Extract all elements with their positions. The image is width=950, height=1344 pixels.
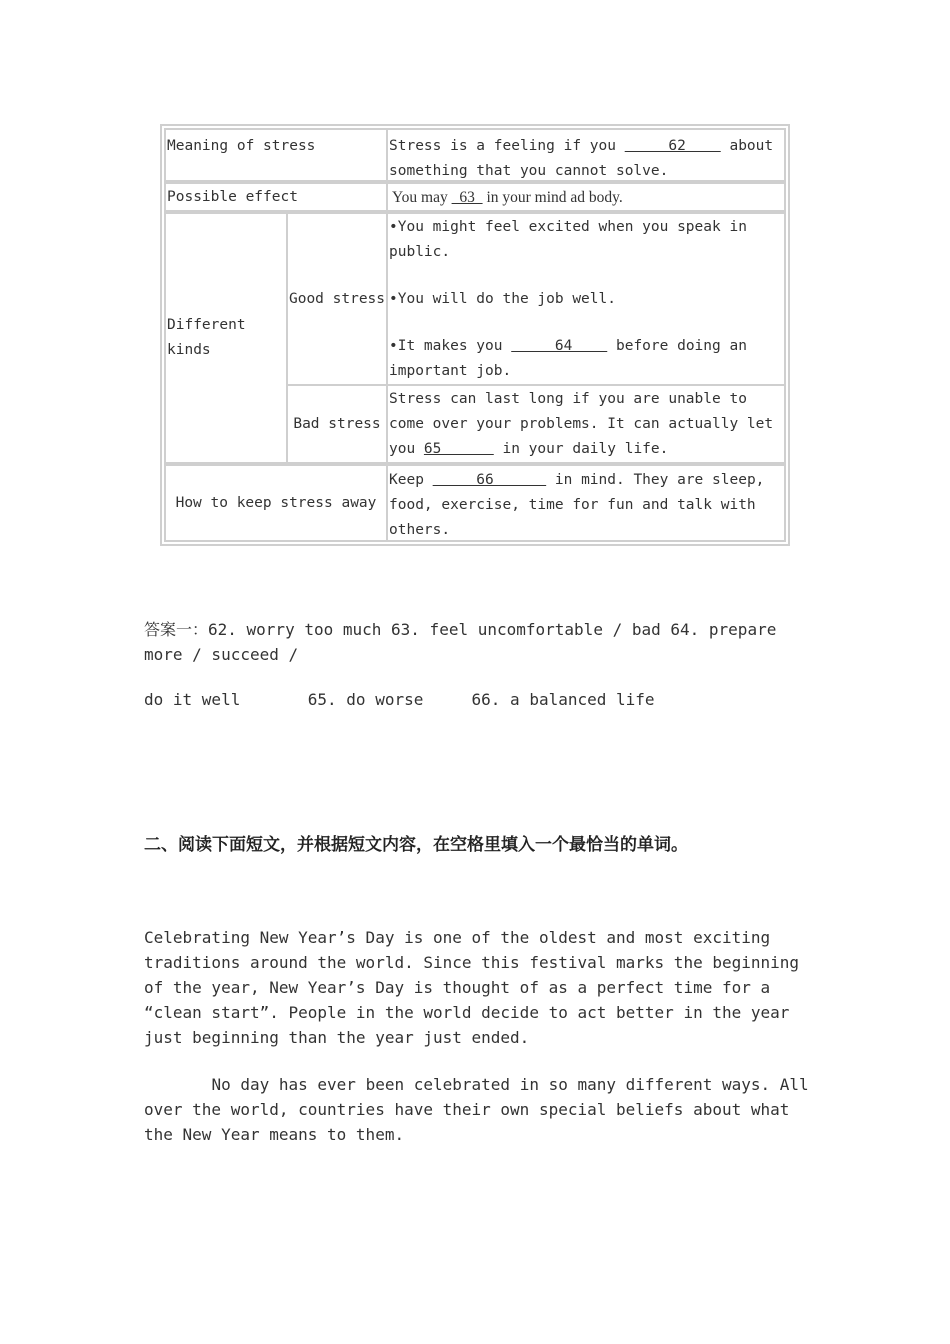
blank-66: 66 xyxy=(432,472,547,488)
good-line-1: •You might feel excited when you speak in public. xyxy=(389,219,747,260)
answer-line-2: do it well 65. do worse 66. a balanced life xyxy=(144,690,655,709)
section-heading: 二、阅读下面短文，并根据短文内容，在空格里填入一个最恰当的单词。 xyxy=(144,835,688,855)
cell-meaning-text xyxy=(386,128,786,182)
passage-paragraph-1: Celebrating New Year’s Day is one of the oldest and most exciting traditions around the world. Since this festival marks the beginning of the year, New Year’s Day is thought of as a perfect time for a “clean start”. People in the world decide to act better in the year just beginning than the year just ended. xyxy=(144,928,800,1047)
cell-meaning-label: Meaning of stress xyxy=(164,128,388,182)
cell-effect-text xyxy=(386,182,786,212)
good-line-2: •You will do the job well. xyxy=(389,291,616,307)
answer-line-1: 答案一：62. worry too much 63. feel uncomfortable / bad 64. prepare more / succeed / xyxy=(144,620,777,664)
blank-64: 64 xyxy=(511,338,608,354)
keep-text-a: Keep xyxy=(389,472,433,488)
blank-63: 63 xyxy=(451,189,483,206)
blank-62: 62 xyxy=(624,138,721,154)
effect-text-b: in your mind ad body. xyxy=(482,189,623,206)
keep-text-b: in mind. They are sleep, food, exercise, time for fun and talk with others. xyxy=(389,472,765,538)
meaning-text-a: Stress is a feeling if you xyxy=(389,138,625,154)
cell-good-stress-text xyxy=(386,212,786,386)
effect-text-a: You may xyxy=(392,189,452,206)
cell-keep-away-text xyxy=(386,464,786,542)
cell-bad-stress-text xyxy=(386,384,786,464)
meaning-text-b: about something that you cannot solve. xyxy=(389,138,774,179)
cell-effect-label: Possible effect xyxy=(164,182,388,212)
bad-text-b: in your daily life. xyxy=(493,441,669,457)
cell-good-stress-label: Good stress xyxy=(286,212,388,386)
blank-65: 65 xyxy=(423,441,494,457)
cell-kinds-label: Different kinds xyxy=(164,212,288,464)
bad-text-a: Stress can last long if you are unable to come over your problems. It can actually let you xyxy=(389,391,774,457)
passage-paragraph-2: No day has ever been celebrated in so many different ways. All over the world, countries have their own special beliefs about what the New Year means to them. xyxy=(144,1075,819,1144)
stress-table xyxy=(160,124,790,546)
cell-bad-stress-label: Bad stress xyxy=(286,384,388,464)
good-line-3: •It makes you 64 before doing an important job. xyxy=(389,338,747,379)
cell-keep-away-label: How to keep stress away xyxy=(164,464,388,542)
